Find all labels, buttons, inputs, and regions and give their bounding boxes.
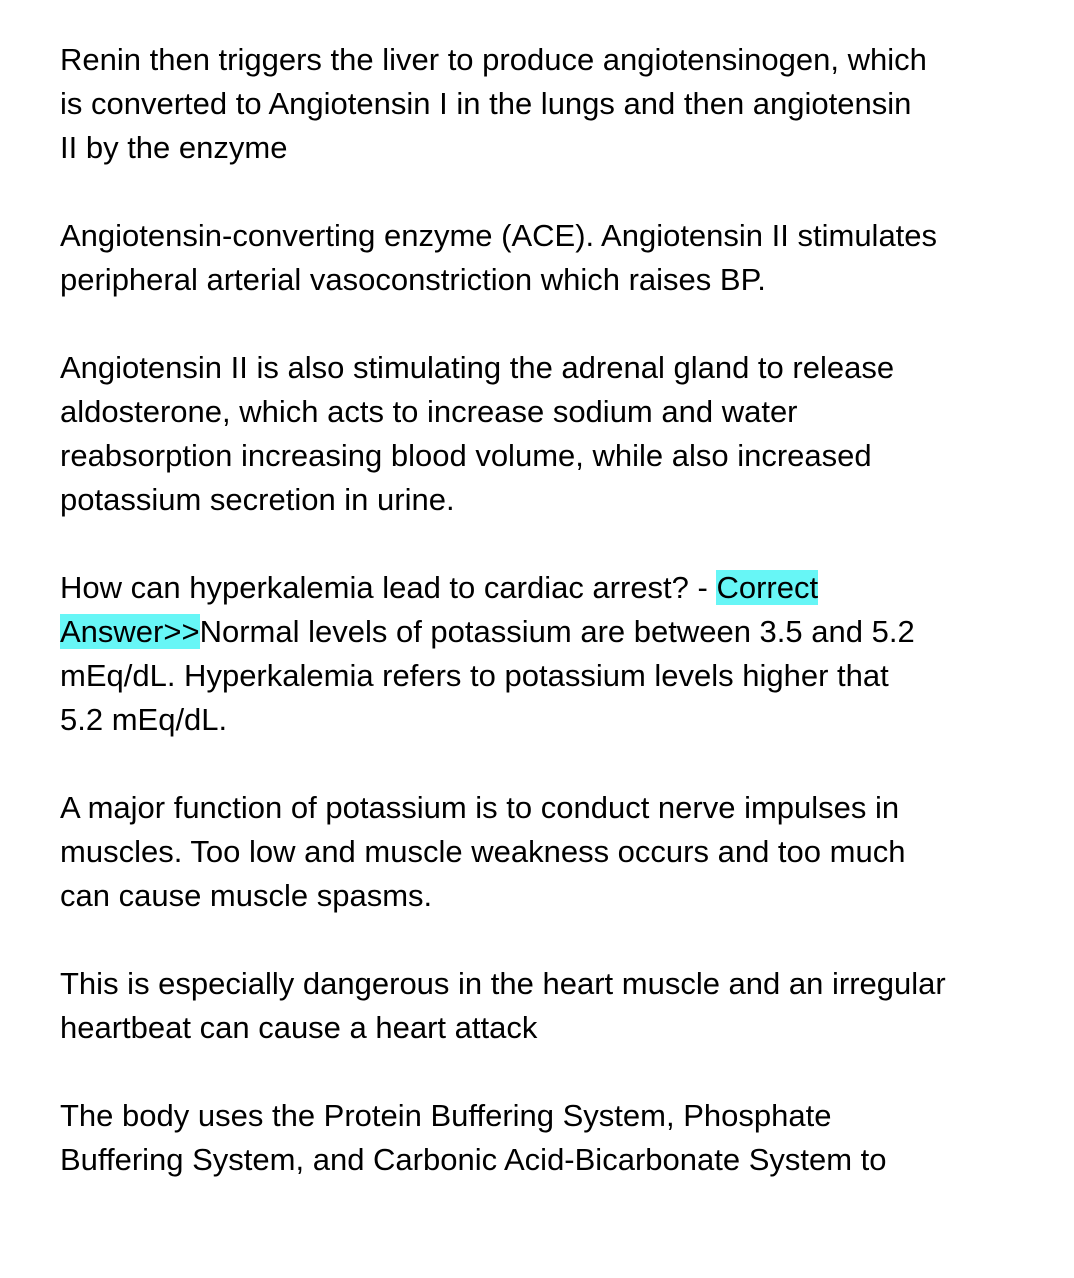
text-line: muscles. Too low and muscle weakness occurs and too much	[60, 834, 906, 869]
highlighted-answer-label: Answer>>	[60, 614, 200, 649]
document-page	[60, 38, 1020, 1226]
text-line: Angiotensin II is also stimulating the adrenal gland to release	[60, 350, 895, 385]
paragraph-hyperkalemia-question	[60, 566, 1020, 742]
text-line: heartbeat can cause a heart attack	[60, 1010, 538, 1045]
paragraph-renin	[60, 38, 1020, 170]
text-line: Renin then triggers the liver to produce angiotensinogen, which	[60, 42, 927, 77]
paragraph-heart-danger	[60, 962, 1020, 1050]
text-line: potassium secretion in urine.	[60, 482, 455, 517]
highlighted-correct-label: Correct	[716, 570, 819, 605]
text-line: 5.2 mEq/dL.	[60, 702, 228, 737]
paragraph-aldosterone	[60, 346, 1020, 522]
text-line: II by the enzyme	[60, 130, 288, 165]
question-line	[60, 566, 1020, 610]
paragraph-ace	[60, 214, 1020, 302]
answer-text: Normal levels of potassium are between 3.5 and 5.2	[199, 614, 915, 649]
text-line: peripheral arterial vasoconstriction which raises BP.	[60, 262, 766, 297]
text-line: mEq/dL. Hyperkalemia refers to potassium levels higher that	[60, 658, 889, 693]
question-text: How can hyperkalemia lead to cardiac arrest? -	[60, 570, 717, 605]
text-line: can cause muscle spasms.	[60, 878, 433, 913]
text-line: reabsorption increasing blood volume, while also increased	[60, 438, 872, 473]
text-line: Angiotensin-converting enzyme (ACE). Angiotensin II stimulates	[60, 218, 938, 253]
text-line: The body uses the Protein Buffering System, Phosphate	[60, 1098, 832, 1133]
answer-line	[60, 610, 1020, 654]
paragraph-potassium-function	[60, 786, 1020, 918]
paragraph-buffering-systems	[60, 1094, 1020, 1182]
text-line: Buffering System, and Carbonic Acid-Bicarbonate System to	[60, 1142, 887, 1177]
text-line: This is especially dangerous in the heart muscle and an irregular	[60, 966, 946, 1001]
text-line: aldosterone, which acts to increase sodium and water	[60, 394, 798, 429]
text-line: A major function of potassium is to conduct nerve impulses in	[60, 790, 900, 825]
text-line: is converted to Angiotensin I in the lungs and then angiotensin	[60, 86, 912, 121]
